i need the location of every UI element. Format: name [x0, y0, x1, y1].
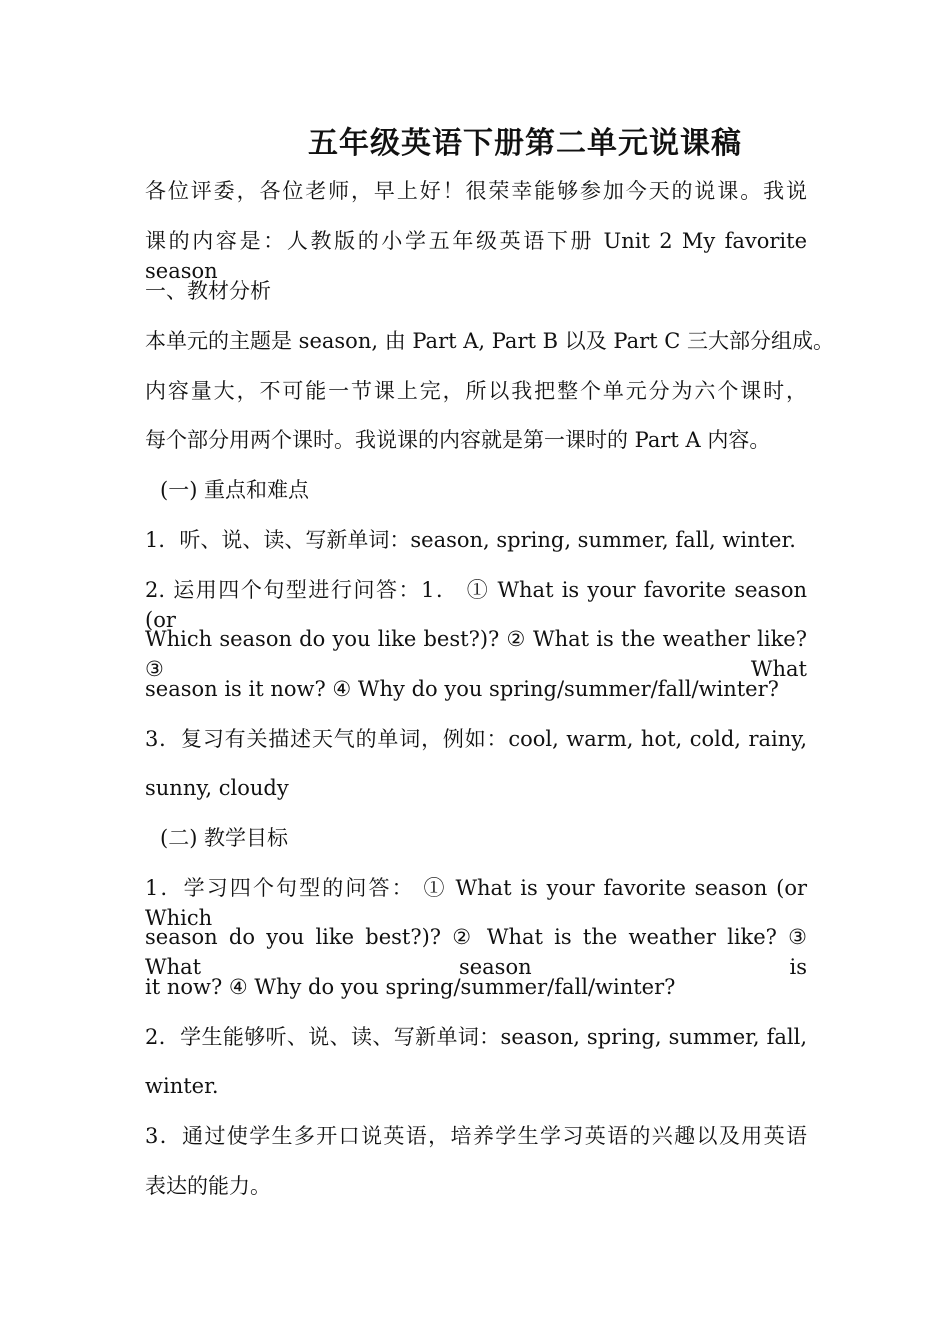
list-item: 2．学生能够听、说、读、写新单词：season, spring, summer, fall,: [145, 1025, 807, 1049]
list-item-continued: sunny, cloudy: [145, 776, 289, 800]
list-item: 1．听、说、读、写新单词：season, spring, summer, fall, winter.: [145, 528, 796, 552]
list-item-continued: season is it now? ④ Why do you spring/summer/fall/winter?: [145, 677, 779, 701]
list-item-continued: it now? ④ Why do you spring/summer/fall/winter?: [145, 975, 676, 999]
section-heading: 一、教材分析: [145, 279, 271, 303]
document-title: 五年级英语下册第二单元说课稿: [308, 126, 742, 161]
paragraph-line: 课的内容是：人教版的小学五年级英语下册 Unit 2 My favorite season: [145, 229, 807, 283]
subsection-heading: (一) 重点和难点: [160, 478, 310, 502]
paragraph-line: 内容量大，不可能一节课上完，所以我把整个单元分为六个课时，: [145, 379, 807, 403]
list-item-continued: 表达的能力。: [145, 1174, 271, 1198]
subsection-heading: (二) 教学目标: [160, 826, 289, 850]
list-item-continued: season do you like best?)? ② What is the weather like? ③ What season is: [145, 925, 807, 979]
list-item: 3．通过使学生多开口说英语，培养学生学习英语的兴趣以及用英语: [145, 1124, 807, 1148]
list-item: 3．复习有关描述天气的单词，例如：cool, warm, hot, cold, rainy,: [145, 727, 807, 751]
list-item: 2. 运用四个句型进行问答：1． ① What is your favorite season (or: [145, 578, 807, 632]
list-item: 1．学习四个句型的问答： ① What is your favorite season (or Which: [145, 876, 807, 930]
paragraph-line: 各位评委，各位老师，早上好！很荣幸能够参加今天的说课。我说: [145, 179, 807, 203]
paragraph-line: 本单元的主题是 season, 由 Part A, Part B 以及 Part C 三大部分组成。: [145, 329, 834, 353]
list-item-continued: Which season do you like best?)? ② What is the weather like? ③ What: [145, 627, 807, 681]
paragraph-line: 每个部分用两个课时。我说课的内容就是第一课时的 Part A 内容。: [145, 428, 771, 452]
list-item-continued: winter.: [145, 1074, 219, 1098]
